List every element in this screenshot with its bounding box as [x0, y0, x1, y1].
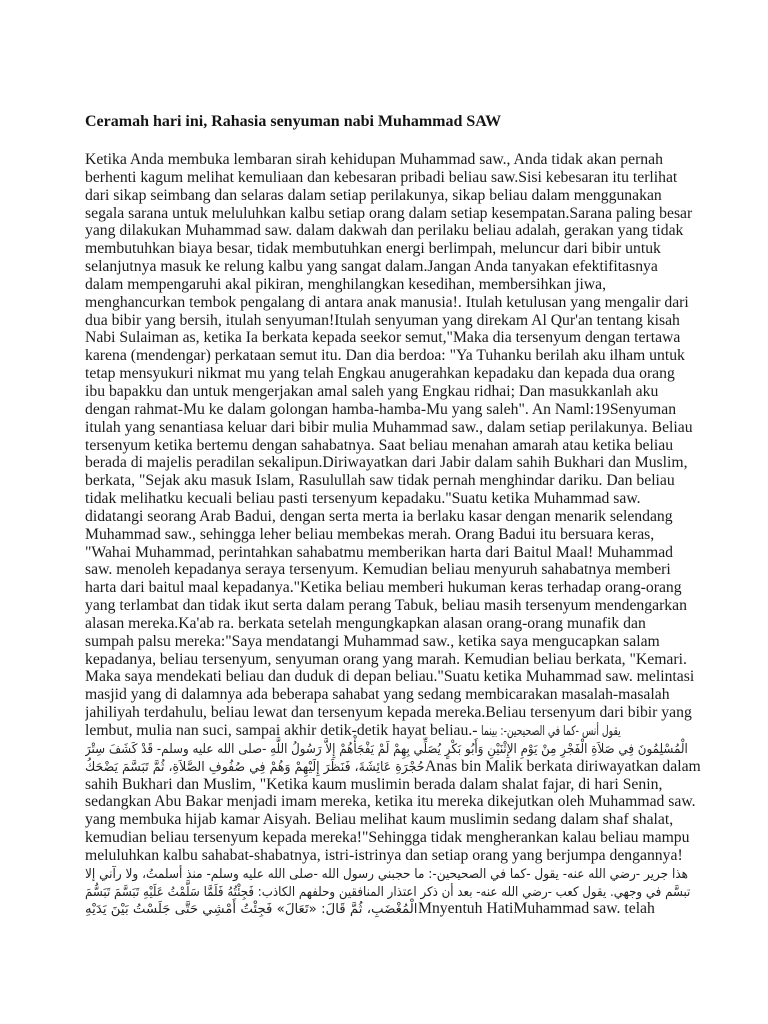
body-line: tetap mensyukuri nikmat mu yang telah Engkau anugerahkan kepadaku dan kepada dua orang — [85, 365, 675, 383]
body-line: berhenti kagum melihat kemuliaan dan kebesaran pribadi beliau saw.Sisi kebesaran itu terlihat — [85, 168, 678, 186]
arabic-text: تبسَّم في وجهي. يقول كعب -رضي الله عنه- بعد أن ذكر اعتذار المنافقين وحلفهم الكاذب: فَجِئْتُهُ فَلَمَّا سَلَّمْتُ عَلَيْهِ تَبَسَّمَ تَبَسُّمَ — [85, 884, 691, 900]
body-text — [85, 151, 735, 918]
body-line — [85, 865, 735, 883]
body-line: karena (mendengar) perkataan semut itu. Dan dia berdoa: "Ya Tuhanku berilah aku ilham untuk — [85, 347, 685, 365]
body-line: dari sikap seimbang dan selaras dalam setiap perilakunya, sikap beliau dalam menggunakan — [85, 186, 662, 204]
arabic-text: هذا جرير -رضي الله عنه- يقول -كما في الصحيحين-: ما حجبني رسول الله -صلى الله عليه وسلم- منذ أسلمتُ، ولا رآني إلا — [85, 866, 689, 882]
body-line: sahih Bukhari dan Muslim, "Ketika kaum muslimin berada dalam shalat fajar, di hari Senin, — [85, 775, 663, 793]
body-line: menghancurkan tembok pengalang di antara anak manusia!. Itulah ketulusan yang mengalir dari — [85, 293, 689, 311]
body-line: didatangi seorang Arab Badui, dengan serta merta ia berlaku kasar dengan menarik selendang — [85, 507, 673, 525]
latin-text: lembut, mulia nan suci, sampai akhir detik-detik hayat beliau.- — [85, 722, 478, 739]
body-line: segala sarana untuk meluluhkan kalbu setiap orang dalam setiap kesempatan.Sarana paling besar — [85, 204, 693, 222]
arabic-segment — [85, 758, 425, 777]
body-line: Maka saya mendekati beliau dan duduk di depan beliau."Suatu ketika Muhammad saw. melintasi — [85, 668, 695, 686]
body-line: Muhammad saw., sehingga leher beliau membekas merah. Orang Badui itu bersuara keras, — [85, 525, 655, 543]
body-line: tersenyum ketika bertemu dengan sahabatnya. Saat beliau menahan amarah atau ketika beliau — [85, 436, 674, 454]
body-line: saw. menoleh kepadanya seraya tersenyum. Kemudian beliau menyuruh sahabatnya memberi — [85, 561, 671, 579]
latin-text: Anas bin Malik berkata diriwayatkan dalam — [425, 757, 701, 775]
body-line: berkata, "Sejak aku masuk Islam, Rasulullah saw tidak pernah menghindar dariku. Dan beliau — [85, 472, 675, 490]
document-title: Ceramah hari ini, Rahasia senyuman nabi Muhammad SAW — [85, 113, 502, 130]
body-line — [85, 758, 735, 776]
body-line — [85, 722, 735, 740]
body-line: masjid yang di dalamnya ada beberapa sahabat yang sedang membicarakan masalah-masalah — [85, 686, 670, 704]
body-line: membutuhkan biaya besar, tidak membutuhkan energi berlimpah, meluncur dari bibir untuk — [85, 240, 661, 258]
arabic-text: يقول أنس -كما في الصحيحين-: بينما — [481, 724, 622, 739]
body-line: sumpah palsu mereka:"Saya mendatangi Muhammad saw., ketika saya mengucapkan salam — [85, 632, 660, 650]
body-line: dengan rahmat-Mu ke dalam golongan hamba-hamba-Mu yang saleh". An Naml:19Senyuman — [85, 400, 677, 418]
arabic-text: حُجْرَةِ عَائِشَةَ، فَنَظَرَ إِلَيْهِمْ وَهُمْ فِي صُفُوفِ الصَّلاَةِ، ثُمَّ تَبَسَّمَ يَضْحَكُ — [85, 759, 425, 775]
body-line: meluluhkan kalbu sahabat-shabatnya, istri-istrinya dan setiap orang yang berjumpa dengannya! — [85, 846, 683, 864]
body-line — [85, 883, 735, 901]
body-line: jahiliyah terdahulu, beliau lewat dan tersenyum kepada mereka.Beliau tersenyum dari bibir yang — [85, 704, 692, 722]
arabic-segment — [85, 883, 690, 902]
body-line: selanjutnya masuk ke relung kalbu yang sangat dalam.Jangan Anda tanyakan efektifitasnya — [85, 258, 658, 276]
body-line — [85, 740, 735, 758]
arabic-segment — [85, 900, 418, 918]
body-line: yang dilakukan Muhammad saw. dalam dakwah dan perilaku beliau adalah, gerakan yang tidak — [85, 222, 684, 240]
latin-text: Mnyentuh HatiMuhammad saw. telah — [418, 900, 655, 918]
body-line: yang membuka hijab kamar Aisyah. Beliau melihat kaum muslimin sedang dalam shaf shalat, — [85, 811, 674, 829]
body-line: ibu bapakku dan untuk mengerjakan amal saleh yang Engkau ridhai; Dan masukkanlah aku — [85, 382, 659, 400]
body-line: kepadanya, beliau tersenyum, senyuman orang yang marah. Kemudian beliau berkata, "Kemari. — [85, 650, 687, 668]
body-line: "Wahai Muhammad, perintahkan sahabatmu memberikan harta dari Baitul Maal! Muhammad — [85, 543, 674, 561]
body-line: berada di majelis peradilan sekalipun.Diriwayatkan dari Jabir dalam sahih Bukhari dan Muslim, — [85, 454, 688, 472]
arabic-segment — [85, 865, 688, 884]
arabic-text: الْمُغْضَبِ، ثُمَّ قَالَ: «تَعَالَ» فَجِئْتُ أَمْشِي حَتَّى جَلَسْتُ بَيْنَ يَدَيْهِ — [85, 902, 418, 918]
body-line: kemudian beliau tersenyum kepada mereka!"Sehingga tidak mengherankan kalau beliau mampu — [85, 829, 690, 847]
body-line: dalam mempengaruhi akal pikiran, menghilangkan kesedihan, membersihkan jiwa, — [85, 275, 607, 293]
body-line: sedangkan Abu Bakar menjadi imam mereka, ketika itu mereka dikejutkan oleh Muhammad saw. — [85, 793, 696, 811]
body-line: Ketika Anda membuka lembaran sirah kehidupan Muhammad saw., Anda tidak akan pernah — [85, 151, 663, 168]
body-line: alasan mereka.Ka'ab ra. berkata setelah mengungkapkan alasan orang-orang munafik dan — [85, 614, 646, 632]
arabic-text: الْمُسْلِمُونَ فِي صَلاَةِ الْفَجْرِ مِنْ يَوْمِ الإِثْنَيْنِ وَأَبُو بَكْرٍ يُصَلِّي بِهِمْ لَمْ يَفْجَأْهُمْ إِلاَّ رَسُولُ اللَّهِ -صلى الله عليه وسلم- قَدْ كَشَفَ سِتْرَ — [85, 741, 688, 757]
body-line: Nabi Sulaiman as, ketika Ia berkata kepada seekor semut,"Maka dia tersenyum dengan tertawa — [85, 329, 681, 347]
body-line: yang terlambat dan tidak ikut serta dalam perang Tabuk, beliau masih tersenyum mendengarkan — [85, 597, 687, 615]
arabic-segment — [85, 740, 688, 759]
arabic-segment — [481, 722, 621, 741]
body-line: tidak melihatku kecuali beliau pasti tersenyum kepadaku."Suatu ketika Muhammad saw. — [85, 490, 641, 508]
body-line: dua bibir yang bersih, itulah senyuman!Itulah senyuman yang direkam Al Qur'an tentang kisah — [85, 311, 680, 329]
body-line: itulah yang senantiasa keluar dari bibir mulia Muhammad saw., dalam setiap perilakunya. Beliau — [85, 418, 693, 436]
body-line: harta dari baitul maal kepadanya."Ketika beliau memberi hukuman keras terhadap orang-orang — [85, 579, 682, 597]
body-line — [85, 900, 735, 918]
